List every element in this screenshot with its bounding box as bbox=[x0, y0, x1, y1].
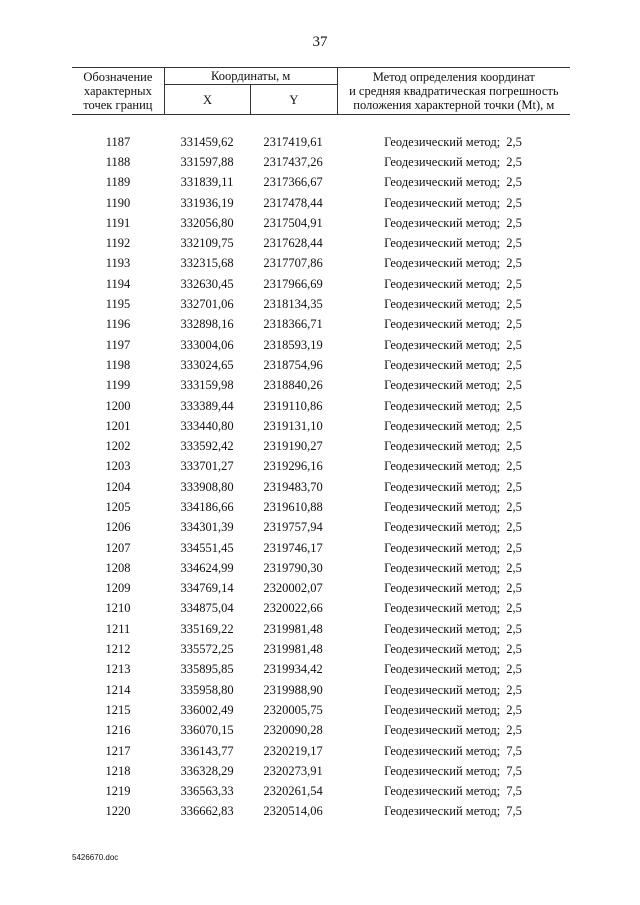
coord-y: 2319296,16 bbox=[263, 459, 323, 474]
method-label: Геодезический метод; bbox=[384, 459, 501, 474]
coord-x: 336662,83 bbox=[180, 804, 234, 819]
method-error-value: 2,5 bbox=[506, 175, 522, 190]
coord-y: 2318754,96 bbox=[263, 357, 323, 372]
method-error-value: 2,5 bbox=[506, 520, 522, 535]
point-number: 1204 bbox=[105, 479, 131, 494]
method-label: Геодезический метод; bbox=[384, 378, 501, 393]
header-method-line-3: положения характерной точки (Mt), м bbox=[353, 98, 555, 112]
coord-x: 332630,45 bbox=[180, 276, 234, 291]
method-label: Геодезический метод; bbox=[384, 723, 501, 738]
point-number: 1205 bbox=[105, 499, 131, 514]
coord-x: 336143,77 bbox=[180, 743, 234, 758]
coord-y: 2320514,06 bbox=[263, 804, 323, 819]
coord-y: 2317437,26 bbox=[263, 154, 323, 169]
table-row bbox=[72, 680, 570, 700]
point-number: 1194 bbox=[105, 276, 131, 291]
point-number: 1214 bbox=[105, 682, 131, 697]
table-body bbox=[72, 132, 570, 822]
method-error-value: 2,5 bbox=[506, 154, 522, 169]
coord-y: 2317419,61 bbox=[263, 134, 323, 149]
coord-x: 334186,66 bbox=[180, 499, 234, 514]
table-row bbox=[72, 802, 570, 822]
method-cell bbox=[336, 419, 570, 434]
coord-x: 331459,62 bbox=[180, 134, 234, 149]
coord-y: 2318593,19 bbox=[263, 337, 323, 352]
point-number: 1210 bbox=[105, 601, 131, 616]
method-label: Геодезический метод; bbox=[384, 479, 501, 494]
header-x: X bbox=[164, 85, 250, 115]
table-row bbox=[72, 619, 570, 639]
method-cell bbox=[336, 439, 570, 454]
method-cell bbox=[336, 723, 570, 738]
table-row bbox=[72, 761, 570, 781]
method-label: Геодезический метод; bbox=[384, 560, 501, 575]
coord-x: 332315,68 bbox=[180, 256, 234, 271]
header-designation-line-2: характерных bbox=[83, 84, 152, 98]
table-row bbox=[72, 315, 570, 335]
coord-x: 333592,42 bbox=[180, 439, 234, 454]
point-number: 1196 bbox=[105, 317, 131, 332]
coord-y: 2320022,66 bbox=[263, 601, 323, 616]
point-number: 1202 bbox=[105, 439, 131, 454]
method-label: Геодезический метод; bbox=[384, 134, 501, 149]
point-number: 1187 bbox=[105, 134, 131, 149]
coord-x: 336328,29 bbox=[180, 763, 234, 778]
header-method-line-1: Метод определения координат bbox=[372, 70, 535, 84]
table-row bbox=[72, 274, 570, 294]
method-cell bbox=[336, 277, 570, 292]
coord-y: 2319110,86 bbox=[263, 398, 323, 413]
method-cell bbox=[336, 683, 570, 698]
point-number: 1189 bbox=[105, 175, 131, 190]
method-label: Геодезический метод; bbox=[384, 702, 501, 717]
point-number: 1199 bbox=[105, 378, 131, 393]
method-cell bbox=[336, 622, 570, 637]
point-number: 1212 bbox=[105, 642, 131, 657]
method-cell bbox=[336, 175, 570, 190]
method-error-value: 7,5 bbox=[506, 804, 522, 819]
coord-x: 336070,15 bbox=[180, 723, 234, 738]
table-row bbox=[72, 518, 570, 538]
coord-y: 2317478,44 bbox=[263, 195, 323, 210]
coord-x: 336002,49 bbox=[180, 702, 234, 717]
point-number: 1217 bbox=[105, 743, 131, 758]
coord-y: 2319934,42 bbox=[263, 662, 323, 677]
method-cell bbox=[336, 804, 570, 819]
table-row bbox=[72, 294, 570, 314]
method-label: Геодезический метод; bbox=[384, 682, 501, 697]
method-cell bbox=[336, 256, 570, 271]
method-error-value: 2,5 bbox=[506, 215, 522, 230]
method-cell bbox=[336, 601, 570, 616]
coord-x: 334624,99 bbox=[180, 560, 234, 575]
method-cell bbox=[336, 155, 570, 170]
method-cell bbox=[336, 317, 570, 332]
coord-y: 2317504,91 bbox=[263, 215, 323, 230]
method-error-value: 2,5 bbox=[506, 702, 522, 717]
method-label: Геодезический метод; bbox=[384, 418, 501, 433]
table-row bbox=[72, 132, 570, 152]
coord-y: 2317707,86 bbox=[263, 256, 323, 271]
method-label: Геодезический метод; bbox=[384, 520, 501, 535]
coord-x: 334301,39 bbox=[180, 520, 234, 535]
coord-x: 332898,16 bbox=[180, 317, 234, 332]
coord-y: 2320273,91 bbox=[263, 763, 323, 778]
coord-y: 2317628,44 bbox=[263, 236, 323, 251]
coord-y: 2319988,90 bbox=[263, 682, 323, 697]
method-label: Геодезический метод; bbox=[384, 439, 501, 454]
table-row bbox=[72, 335, 570, 355]
table-row bbox=[72, 579, 570, 599]
method-label: Геодезический метод; bbox=[384, 195, 501, 210]
method-error-value: 7,5 bbox=[506, 743, 522, 758]
coord-x: 334551,45 bbox=[180, 540, 234, 555]
method-cell bbox=[336, 216, 570, 231]
header-designation bbox=[72, 68, 164, 115]
method-error-value: 2,5 bbox=[506, 317, 522, 332]
method-error-value: 2,5 bbox=[506, 439, 522, 454]
method-cell bbox=[336, 196, 570, 211]
table-row bbox=[72, 660, 570, 680]
method-cell bbox=[336, 459, 570, 474]
coord-y: 2319131,10 bbox=[263, 418, 323, 433]
method-error-value: 2,5 bbox=[506, 276, 522, 291]
table-row bbox=[72, 639, 570, 659]
coord-y: 2320219,17 bbox=[263, 743, 323, 758]
method-error-value: 2,5 bbox=[506, 378, 522, 393]
method-error-value: 2,5 bbox=[506, 642, 522, 657]
method-error-value: 2,5 bbox=[506, 134, 522, 149]
coord-y: 2320261,54 bbox=[263, 784, 323, 799]
coord-y: 2319746,17 bbox=[263, 540, 323, 555]
coord-y: 2320005,75 bbox=[263, 702, 323, 717]
method-cell bbox=[336, 378, 570, 393]
method-error-value: 7,5 bbox=[506, 763, 522, 778]
method-label: Геодезический метод; bbox=[384, 499, 501, 514]
point-number: 1203 bbox=[105, 459, 131, 474]
coord-x: 331597,88 bbox=[180, 154, 234, 169]
method-label: Геодезический метод; bbox=[384, 256, 501, 271]
coord-x: 331839,11 bbox=[180, 175, 234, 190]
table-row bbox=[72, 376, 570, 396]
coord-x: 333908,80 bbox=[180, 479, 234, 494]
header-y: Y bbox=[251, 85, 337, 115]
method-error-value: 2,5 bbox=[506, 398, 522, 413]
coord-y: 2319610,88 bbox=[263, 499, 323, 514]
coord-y: 2320090,28 bbox=[263, 723, 323, 738]
page-number: 37 bbox=[312, 34, 328, 50]
point-number: 1209 bbox=[105, 581, 131, 596]
header-designation-line-3: точек границ bbox=[83, 98, 153, 112]
table-row bbox=[72, 416, 570, 436]
method-cell bbox=[336, 135, 570, 150]
coord-y: 2319981,48 bbox=[263, 642, 323, 657]
table-row bbox=[72, 700, 570, 720]
point-number: 1195 bbox=[105, 297, 131, 312]
table-header bbox=[72, 67, 570, 115]
method-label: Геодезический метод; bbox=[384, 337, 501, 352]
coord-x: 333389,44 bbox=[180, 398, 234, 413]
method-error-value: 2,5 bbox=[506, 459, 522, 474]
point-number: 1206 bbox=[105, 520, 131, 535]
table-row bbox=[72, 213, 570, 233]
coord-x: 334875,04 bbox=[180, 601, 234, 616]
method-error-value: 2,5 bbox=[506, 195, 522, 210]
point-number: 1216 bbox=[105, 723, 131, 738]
method-cell bbox=[336, 500, 570, 515]
method-cell bbox=[336, 744, 570, 759]
coord-y: 2317966,69 bbox=[263, 276, 323, 291]
method-error-value: 2,5 bbox=[506, 621, 522, 636]
coord-y: 2319483,70 bbox=[263, 479, 323, 494]
coord-y: 2320002,07 bbox=[263, 581, 323, 596]
point-number: 1198 bbox=[105, 357, 131, 372]
header-coordinates: Координаты, м bbox=[164, 68, 337, 85]
method-error-value: 2,5 bbox=[506, 499, 522, 514]
method-cell bbox=[336, 541, 570, 556]
coord-x: 333159,98 bbox=[180, 378, 234, 393]
method-label: Геодезический метод; bbox=[384, 743, 501, 758]
method-label: Геодезический метод; bbox=[384, 215, 501, 230]
point-number: 1219 bbox=[105, 784, 131, 799]
method-cell bbox=[336, 703, 570, 718]
method-error-value: 2,5 bbox=[506, 601, 522, 616]
method-error-value: 2,5 bbox=[506, 236, 522, 251]
point-number: 1190 bbox=[105, 195, 131, 210]
table-row bbox=[72, 152, 570, 172]
point-number: 1188 bbox=[105, 154, 131, 169]
method-label: Геодезический метод; bbox=[384, 601, 501, 616]
table-row bbox=[72, 436, 570, 456]
table-row bbox=[72, 741, 570, 761]
method-label: Геодезический метод; bbox=[384, 662, 501, 677]
coord-x: 333701,27 bbox=[180, 459, 234, 474]
method-cell bbox=[336, 297, 570, 312]
method-error-value: 7,5 bbox=[506, 784, 522, 799]
point-number: 1220 bbox=[105, 804, 131, 819]
coord-x: 332056,80 bbox=[180, 215, 234, 230]
method-label: Геодезический метод; bbox=[384, 236, 501, 251]
method-cell bbox=[336, 642, 570, 657]
method-cell bbox=[336, 358, 570, 373]
coord-x: 331936,19 bbox=[180, 195, 234, 210]
method-cell bbox=[336, 520, 570, 535]
header-method-line-2: и средняя квадратическая погрешность bbox=[349, 84, 559, 98]
coord-x: 334769,14 bbox=[180, 581, 234, 596]
method-label: Геодезический метод; bbox=[384, 154, 501, 169]
point-number: 1215 bbox=[105, 702, 131, 717]
table-row bbox=[72, 497, 570, 517]
point-number: 1192 bbox=[105, 236, 131, 251]
table-row bbox=[72, 457, 570, 477]
table-row bbox=[72, 599, 570, 619]
method-label: Геодезический метод; bbox=[384, 317, 501, 332]
method-cell bbox=[336, 561, 570, 576]
point-number: 1201 bbox=[105, 418, 131, 433]
method-label: Геодезический метод; bbox=[384, 642, 501, 657]
table-row bbox=[72, 355, 570, 375]
header-method bbox=[337, 68, 570, 115]
method-label: Геодезический метод; bbox=[384, 276, 501, 291]
table-row bbox=[72, 558, 570, 578]
table-row bbox=[72, 396, 570, 416]
table-row bbox=[72, 538, 570, 558]
coord-y: 2319790,30 bbox=[263, 560, 323, 575]
method-label: Геодезический метод; bbox=[384, 784, 501, 799]
coord-x: 335958,80 bbox=[180, 682, 234, 697]
coord-x: 333024,65 bbox=[180, 357, 234, 372]
method-label: Геодезический метод; bbox=[384, 763, 501, 778]
method-label: Геодезический метод; bbox=[384, 297, 501, 312]
method-error-value: 2,5 bbox=[506, 418, 522, 433]
method-cell bbox=[336, 581, 570, 596]
method-cell bbox=[336, 662, 570, 677]
method-error-value: 2,5 bbox=[506, 357, 522, 372]
method-label: Геодезический метод; bbox=[384, 357, 501, 372]
method-label: Геодезический метод; bbox=[384, 581, 501, 596]
footer-filename: 5426670.doc bbox=[72, 853, 119, 862]
coord-y: 2319757,94 bbox=[263, 520, 323, 535]
point-number: 1207 bbox=[105, 540, 131, 555]
method-error-value: 2,5 bbox=[506, 560, 522, 575]
method-label: Геодезический метод; bbox=[384, 804, 501, 819]
coord-y: 2319981,48 bbox=[263, 621, 323, 636]
method-error-value: 2,5 bbox=[506, 256, 522, 271]
coord-x: 335169,22 bbox=[180, 621, 234, 636]
method-cell bbox=[336, 764, 570, 779]
method-cell bbox=[336, 338, 570, 353]
method-label: Геодезический метод; bbox=[384, 621, 501, 636]
method-error-value: 2,5 bbox=[506, 682, 522, 697]
coord-y: 2317366,67 bbox=[263, 175, 323, 190]
point-number: 1197 bbox=[105, 337, 131, 352]
coord-x: 332701,06 bbox=[180, 297, 234, 312]
point-number: 1218 bbox=[105, 763, 131, 778]
method-error-value: 2,5 bbox=[506, 540, 522, 555]
coord-x: 332109,75 bbox=[180, 236, 234, 251]
coord-x: 333004,06 bbox=[180, 337, 234, 352]
point-number: 1191 bbox=[105, 215, 131, 230]
coord-y: 2318366,71 bbox=[263, 317, 323, 332]
point-number: 1213 bbox=[105, 662, 131, 677]
method-cell bbox=[336, 784, 570, 799]
coord-y: 2318840,26 bbox=[263, 378, 323, 393]
point-number: 1193 bbox=[105, 256, 131, 271]
method-error-value: 2,5 bbox=[506, 581, 522, 596]
method-label: Геодезический метод; bbox=[384, 540, 501, 555]
table-row bbox=[72, 477, 570, 497]
header-designation-line-1: Обозначение bbox=[83, 70, 153, 84]
point-number: 1208 bbox=[105, 560, 131, 575]
method-error-value: 2,5 bbox=[506, 662, 522, 677]
point-number: 1211 bbox=[105, 621, 131, 636]
coord-x: 336563,33 bbox=[180, 784, 234, 799]
coord-y: 2318134,35 bbox=[263, 297, 323, 312]
method-error-value: 2,5 bbox=[506, 297, 522, 312]
table-row bbox=[72, 233, 570, 253]
coord-x: 335895,85 bbox=[180, 662, 234, 677]
method-label: Геодезический метод; bbox=[384, 175, 501, 190]
table-row bbox=[72, 254, 570, 274]
method-cell bbox=[336, 399, 570, 414]
method-error-value: 2,5 bbox=[506, 337, 522, 352]
method-cell bbox=[336, 480, 570, 495]
coord-y: 2319190,27 bbox=[263, 439, 323, 454]
coord-x: 333440,80 bbox=[180, 418, 234, 433]
coord-x: 335572,25 bbox=[180, 642, 234, 657]
table-row bbox=[72, 173, 570, 193]
method-error-value: 2,5 bbox=[506, 479, 522, 494]
method-label: Геодезический метод; bbox=[384, 398, 501, 413]
method-cell bbox=[336, 236, 570, 251]
point-number: 1200 bbox=[105, 398, 131, 413]
method-error-value: 2,5 bbox=[506, 723, 522, 738]
table-row bbox=[72, 193, 570, 213]
table-row bbox=[72, 721, 570, 741]
table-row bbox=[72, 782, 570, 802]
